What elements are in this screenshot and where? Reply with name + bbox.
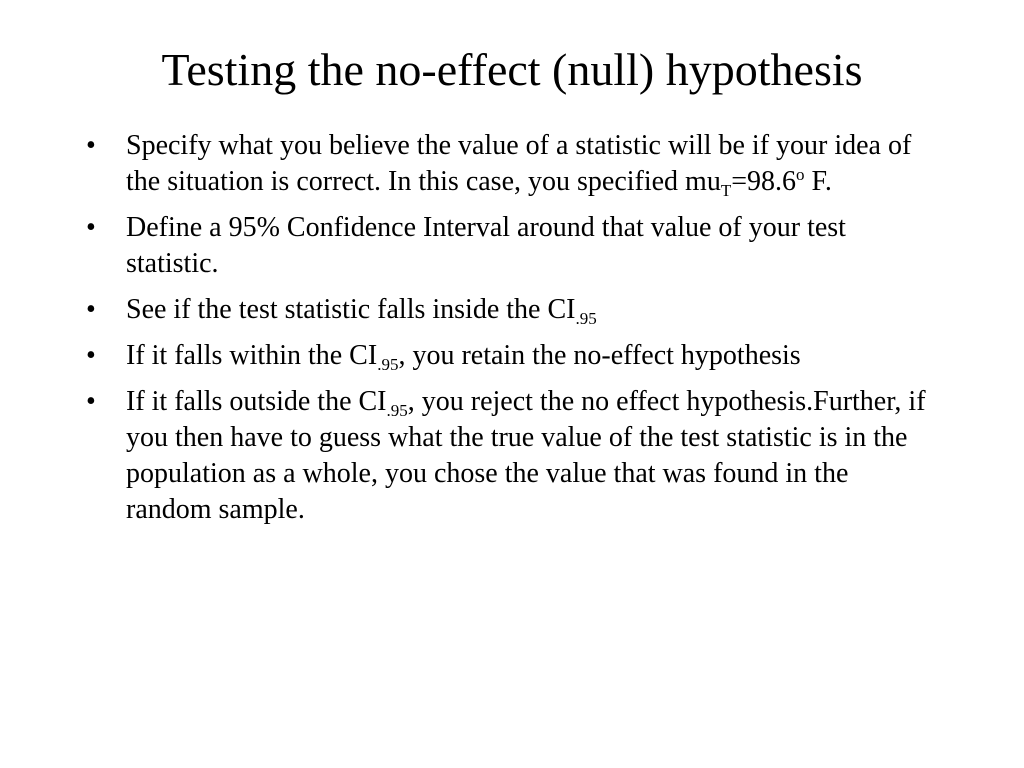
bullet-text-unit: F. xyxy=(804,166,832,197)
bullet-item-specify xyxy=(86,128,936,200)
bullet-icon: • xyxy=(86,386,96,417)
bullet-text: If it falls outside the CI xyxy=(126,386,387,417)
bullet-text: If it falls within the CI xyxy=(126,340,378,371)
bullet-icon: • xyxy=(86,294,96,325)
subscript-ci: .95 xyxy=(386,401,408,420)
degree-superscript: o xyxy=(796,165,805,184)
bullet-list xyxy=(86,128,936,538)
bullet-text-value: =98.6 xyxy=(731,166,797,197)
bullet-text: Define a 95% Confidence Interval around that value of your test statistic. xyxy=(126,212,846,279)
bullet-item-retain xyxy=(86,338,936,374)
bullet-icon: • xyxy=(86,212,96,243)
bullet-icon: • xyxy=(86,130,96,161)
bullet-item-define xyxy=(86,210,936,282)
bullet-item-reject xyxy=(86,384,936,528)
bullet-text: See if the test statistic falls inside the CI xyxy=(126,294,576,325)
subscript-ci: .95 xyxy=(377,355,399,374)
subscript-ci: .95 xyxy=(575,309,597,328)
bullet-item-see-if xyxy=(86,292,936,328)
slide-title: Testing the no-effect (null) hypothesis xyxy=(161,44,863,95)
bullet-text: Specify what you believe the value of a statistic will be if your idea of the situation is correct. In this case, you specified mu xyxy=(126,130,912,197)
bullet-text-rest: , you reject the no effect hypothesis.Further, if you then have to guess what the true value of the test statistic is in the population as a whole, you chose the value that was found in the random sample. xyxy=(126,386,926,525)
subscript-t: T xyxy=(720,181,732,200)
bullet-text-rest: , you retain the no-effect hypothesis xyxy=(398,340,801,371)
bullet-icon: • xyxy=(86,340,96,371)
